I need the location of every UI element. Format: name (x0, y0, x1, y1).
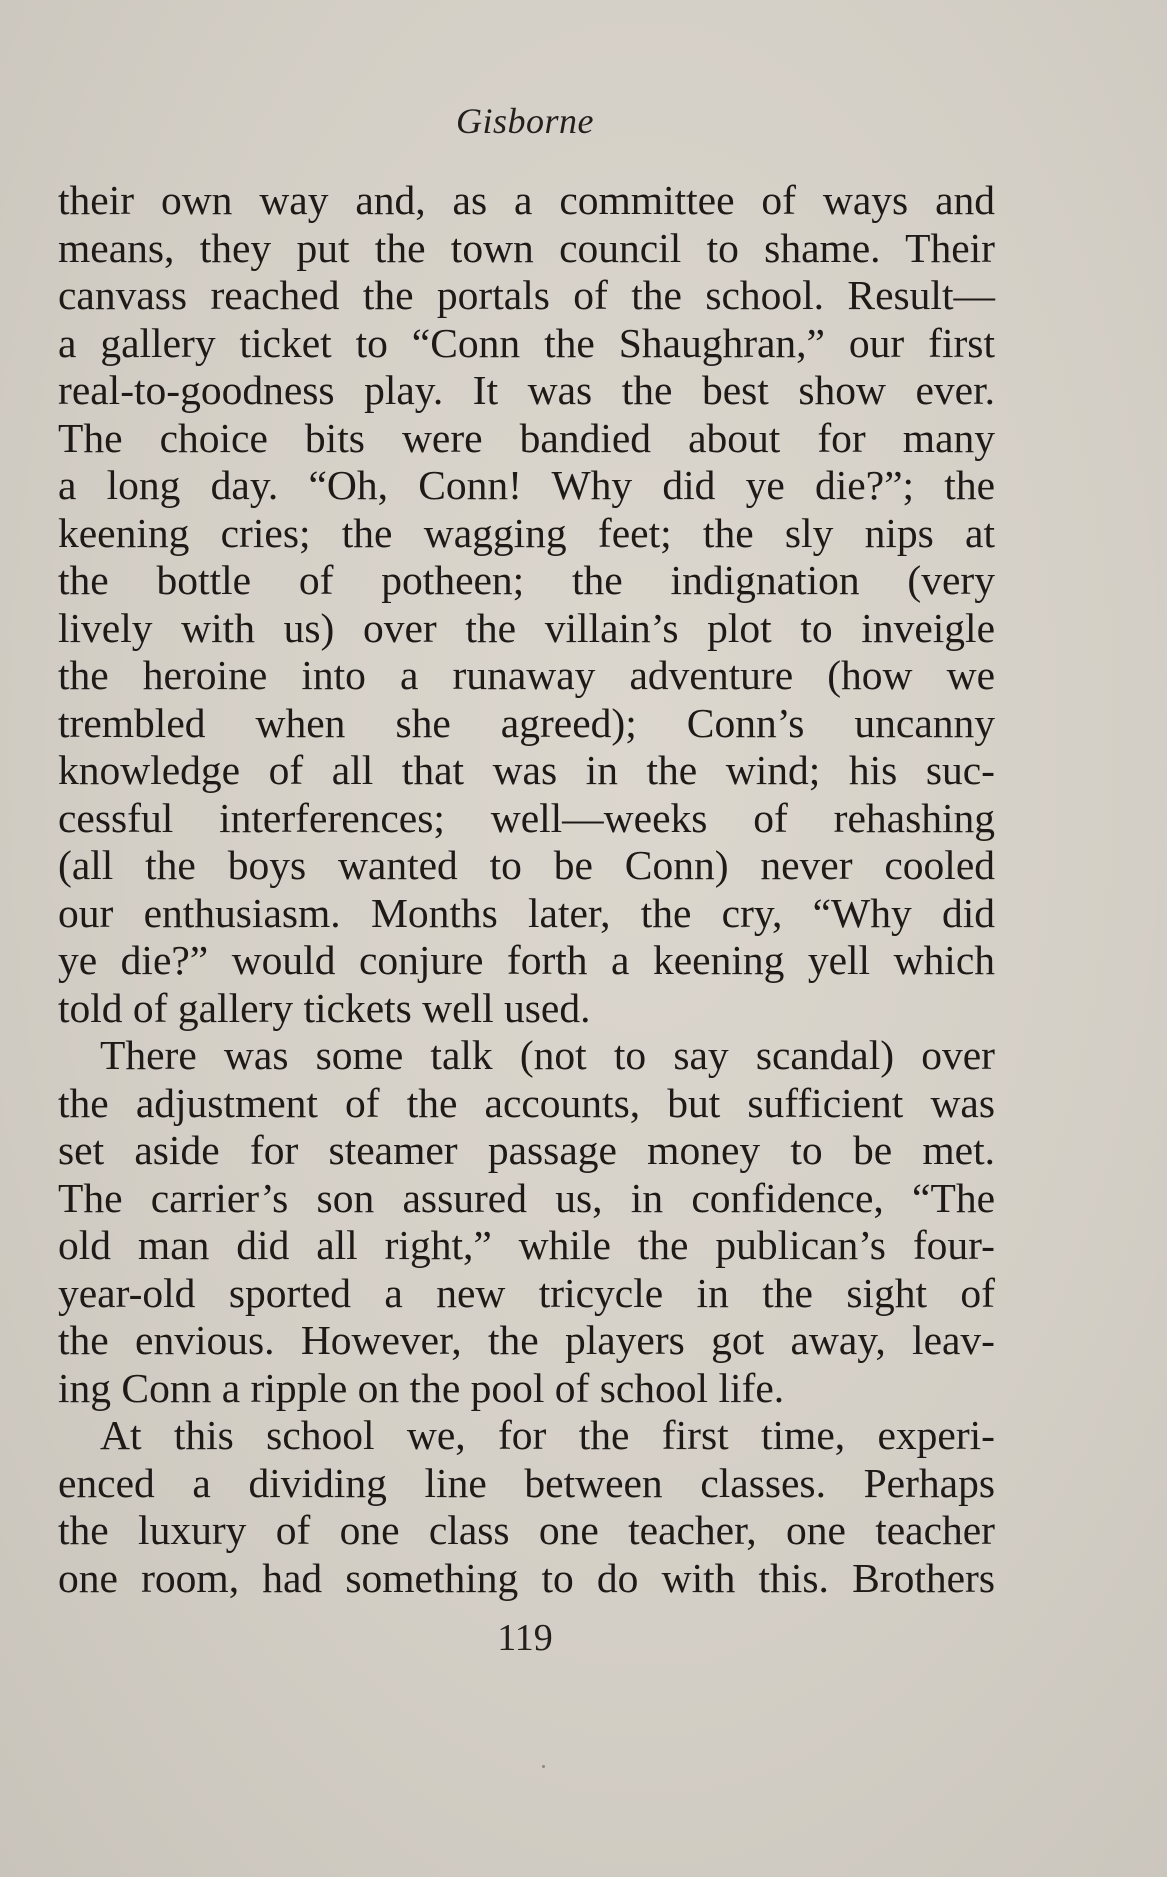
text-line: one room, had something to do with this. Brothers (58, 1554, 995, 1601)
text-line: ing Conn a ripple on the pool of school life. (58, 1364, 785, 1411)
text-line: the bottle of potheen; the indignation (very (58, 557, 995, 603)
text-line: trembled when she agreed); Conn’s uncanny (58, 699, 995, 746)
running-head: Gisborne (456, 101, 594, 141)
text-line: a gallery ticket to “Conn the Shaughran,” our first (58, 319, 995, 366)
text-line: canvass reached the portals of the school. Result— (58, 272, 995, 318)
text-line: means, they put the town council to shame. Their (58, 224, 995, 271)
text-line: cessful interferences; well—weeks of rehashing (58, 794, 995, 841)
text-line: the adjustment of the accounts, but sufficient was (58, 1079, 995, 1126)
page-number: 119 (497, 1617, 553, 1659)
text-line: old man did all right,” while the publican’s four- (58, 1222, 995, 1268)
body-text (58, 177, 995, 1602)
text-line: real-to-goodness play. It was the best show ever. (58, 367, 995, 413)
text-line: year-old sported a new tricycle in the sight of (58, 1269, 995, 1316)
text-line: At this school we, for the first time, experi- (100, 1412, 995, 1458)
paper-speck (542, 1765, 545, 1768)
text-line: set aside for steamer passage money to be met. (58, 1127, 995, 1173)
text-line: There was some talk (not to say scandal) over (100, 1032, 995, 1078)
text-line: the luxury of one class one teacher, one teacher (58, 1507, 995, 1553)
text-line: The carrier’s son assured us, in confidence, “The (58, 1174, 995, 1221)
text-line: our enthusiasm. Months later, the cry, “Why did (58, 889, 995, 936)
text-line: lively with us) over the villain’s plot to inveigle (58, 604, 995, 651)
text-line: (all the boys wanted to be Conn) never cooled (58, 842, 995, 888)
text-line: the envious. However, the players got away, leav- (58, 1317, 995, 1363)
text-line: knowledge of all that was in the wind; his suc- (58, 747, 995, 793)
text-line: The choice bits were bandied about for many (58, 414, 995, 461)
text-line: the heroine into a runaway adventure (how we (58, 652, 995, 698)
text-line: enced a dividing line between classes. Perhaps (58, 1459, 995, 1506)
text-line: told of gallery tickets well used. (58, 984, 591, 1031)
text-line: ye die?” would conjure forth a keening yell which (58, 937, 995, 983)
text-line: their own way and, as a committee of ways and (58, 177, 995, 223)
text-line: keening cries; the wagging feet; the sly nips at (58, 509, 995, 556)
text-line: a long day. “Oh, Conn! Why did ye die?”; the (58, 462, 995, 508)
